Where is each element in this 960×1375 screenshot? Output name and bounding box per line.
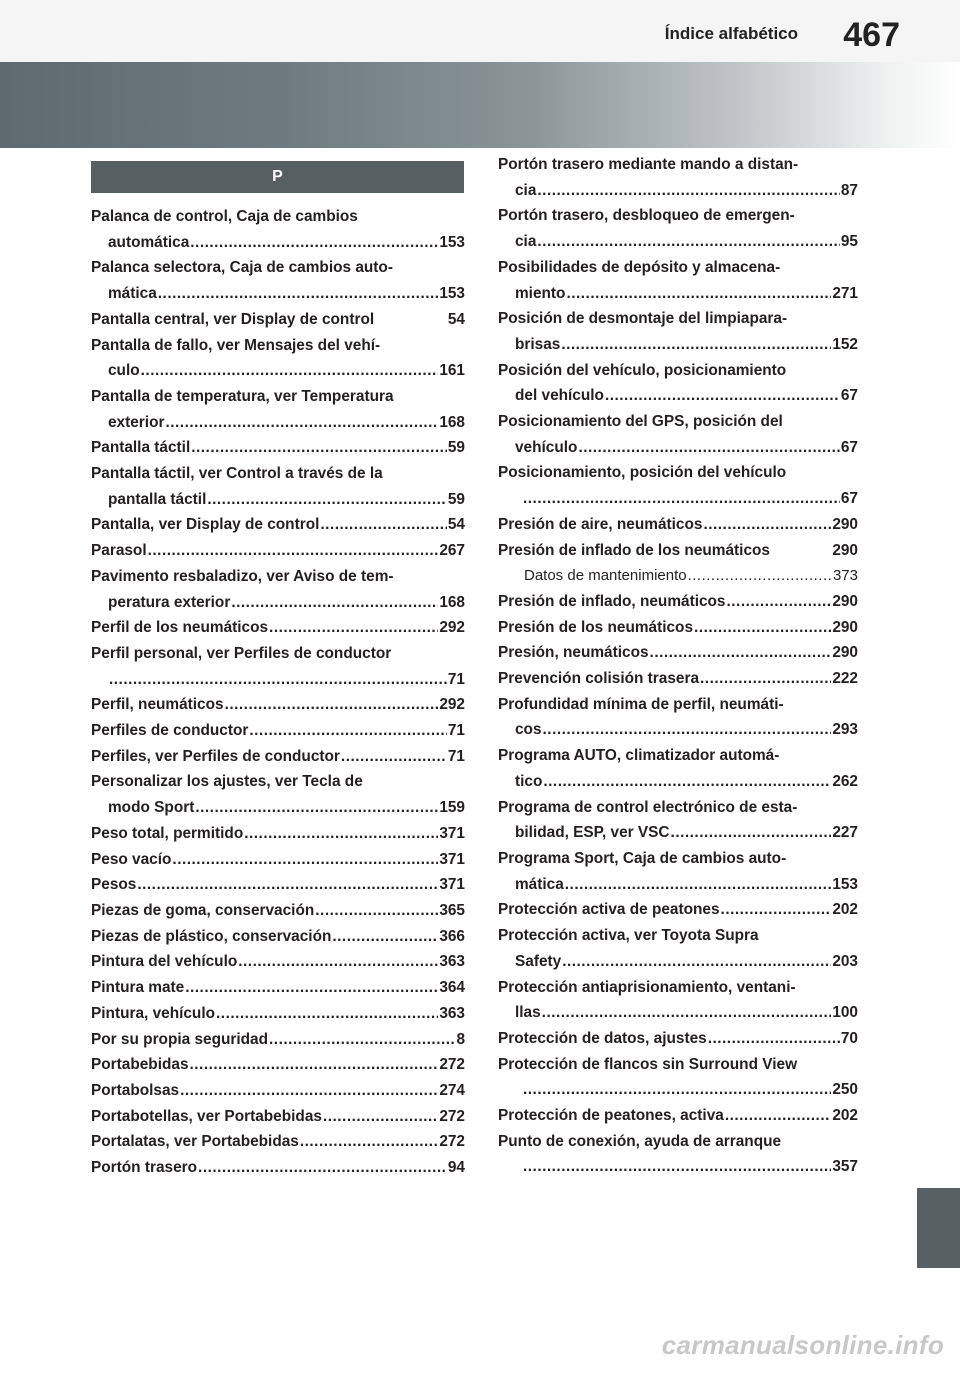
page-reference: 290 bbox=[832, 618, 858, 636]
dot-leader bbox=[542, 1000, 832, 1026]
dot-leader bbox=[249, 718, 447, 744]
index-entry bbox=[498, 795, 858, 846]
entry-text: bilidad, ESP, ver VSC bbox=[515, 824, 670, 842]
page-reference: 371 bbox=[439, 824, 465, 842]
page-reference: 272 bbox=[439, 1107, 465, 1125]
entry-text: Pantalla táctil bbox=[91, 439, 191, 457]
index-entry bbox=[91, 1104, 465, 1130]
entry-text: modo Sport bbox=[108, 799, 195, 817]
dot-leader bbox=[694, 615, 831, 641]
page-reference: 59 bbox=[447, 490, 465, 508]
entry-text: Perfil de los neumáticos bbox=[91, 619, 269, 637]
index-entry bbox=[91, 461, 465, 512]
page-reference: 290 bbox=[832, 541, 858, 559]
dot-leader bbox=[172, 847, 438, 873]
index-entry bbox=[91, 564, 465, 615]
entry-text: cia bbox=[515, 233, 537, 251]
page-reference: 250 bbox=[832, 1081, 858, 1099]
dot-leader bbox=[700, 666, 831, 692]
dot-leader bbox=[148, 538, 439, 564]
index-entry bbox=[91, 538, 465, 564]
dot-leader bbox=[537, 229, 839, 255]
index-entry bbox=[498, 692, 858, 743]
page-reference: 70 bbox=[840, 1029, 858, 1047]
dot-leader bbox=[207, 487, 447, 513]
header-banner bbox=[0, 62, 960, 148]
page-reference: 227 bbox=[832, 824, 858, 842]
index-entry bbox=[498, 358, 858, 409]
entry-text: Pantalla táctil, ver Control a través de la bbox=[91, 465, 383, 483]
index-entry bbox=[91, 1027, 465, 1053]
entry-text: tico bbox=[515, 772, 543, 790]
entry-text: Programa de control electrónico de esta- bbox=[498, 798, 798, 816]
entry-text: miento bbox=[515, 284, 566, 302]
page-reference: 153 bbox=[439, 233, 465, 251]
page-reference: 290 bbox=[832, 515, 858, 533]
index-entry bbox=[498, 1052, 858, 1103]
entry-text: Pintura del vehículo bbox=[91, 953, 238, 971]
dot-leader bbox=[650, 640, 832, 666]
entry-text: Portabolsas bbox=[91, 1081, 180, 1099]
entry-text: Portón trasero mediante mando a distan- bbox=[498, 156, 799, 173]
dot-leader bbox=[190, 1052, 439, 1078]
index-entry bbox=[498, 1103, 858, 1129]
entry-text: Presión de aire, neumáticos bbox=[498, 515, 703, 533]
dot-leader bbox=[185, 975, 438, 1001]
index-entry bbox=[91, 512, 465, 538]
page-reference: 202 bbox=[832, 901, 858, 919]
page-reference: 71 bbox=[447, 722, 465, 740]
index-entry bbox=[91, 924, 465, 950]
dot-leader bbox=[708, 1026, 840, 1052]
index-entry bbox=[498, 897, 858, 923]
page-reference: 100 bbox=[832, 1004, 858, 1022]
section-letter: P bbox=[272, 168, 283, 185]
page-reference: 71 bbox=[447, 747, 465, 765]
entry-text: Protección activa de peatones bbox=[498, 901, 720, 919]
entry-text: Por su propia seguridad bbox=[91, 1030, 269, 1048]
entry-text: Parasol bbox=[91, 542, 147, 560]
index-entry bbox=[498, 1129, 858, 1180]
entry-text: Palanca selectora, Caja de cambios auto- bbox=[91, 259, 393, 277]
entry-text: Portón trasero, desbloqueo de emergen- bbox=[498, 207, 795, 225]
dot-leader bbox=[537, 178, 839, 204]
index-entry bbox=[91, 307, 465, 333]
page-reference: 87 bbox=[840, 181, 858, 199]
page-reference: 290 bbox=[832, 592, 858, 610]
page-reference: 95 bbox=[840, 233, 858, 251]
entry-text: Piezas de goma, conservación bbox=[91, 901, 315, 919]
index-entry bbox=[91, 975, 465, 1001]
section-heading-bar bbox=[91, 161, 464, 193]
dot-leader bbox=[565, 872, 832, 898]
dot-leader bbox=[216, 1001, 438, 1027]
dot-leader bbox=[605, 383, 840, 409]
entry-text: Presión de inflado, neumáticos bbox=[498, 592, 726, 610]
entry-text: Pavimento resbaladizo, ver Aviso de tem- bbox=[91, 567, 394, 585]
dot-leader bbox=[158, 281, 439, 307]
page-reference: 274 bbox=[439, 1081, 465, 1099]
entry-text: Portabebidas bbox=[91, 1056, 189, 1074]
index-entry bbox=[498, 538, 858, 564]
entry-text: mática bbox=[108, 285, 157, 303]
page-reference: 153 bbox=[439, 285, 465, 303]
index-subentry bbox=[498, 563, 858, 589]
page-reference: 262 bbox=[832, 772, 858, 790]
page-reference: 357 bbox=[832, 1158, 858, 1176]
entry-text: Posicionamiento del GPS, posición del bbox=[498, 413, 783, 431]
index-entry bbox=[91, 1001, 465, 1027]
dot-leader bbox=[523, 1077, 831, 1103]
page-reference: 67 bbox=[840, 438, 858, 456]
entry-text: Perfil, neumáticos bbox=[91, 696, 224, 714]
page-reference: 371 bbox=[439, 876, 465, 894]
dot-leader bbox=[562, 949, 831, 975]
watermark: carmanualsonline.info bbox=[661, 1330, 944, 1360]
thumb-index-tab bbox=[917, 1188, 960, 1268]
page-reference: 290 bbox=[832, 644, 858, 662]
index-entry bbox=[91, 204, 465, 255]
index-entry bbox=[91, 1129, 465, 1155]
entry-text: Programa Sport, Caja de cambios auto- bbox=[498, 849, 787, 867]
index-entry bbox=[498, 846, 858, 897]
page-reference: 152 bbox=[832, 335, 858, 353]
index-column-right bbox=[498, 152, 858, 1180]
dot-leader bbox=[332, 924, 438, 950]
index-entry bbox=[91, 692, 465, 718]
page-reference: 161 bbox=[439, 362, 465, 380]
page-reference: 272 bbox=[439, 1133, 465, 1151]
page-reference: 202 bbox=[832, 1107, 858, 1125]
index-entry bbox=[498, 152, 858, 203]
index-entry bbox=[91, 641, 465, 692]
page-reference: 371 bbox=[439, 850, 465, 868]
page-reference: 222 bbox=[832, 670, 858, 688]
entry-text: Perfiles, ver Perfiles de conductor bbox=[91, 747, 340, 765]
dot-leader bbox=[109, 667, 447, 693]
page-reference: 71 bbox=[447, 670, 465, 688]
index-entry bbox=[498, 1026, 858, 1052]
dot-leader bbox=[725, 1103, 832, 1129]
entry-text: peratura exterior bbox=[108, 593, 231, 611]
dot-leader bbox=[578, 435, 839, 461]
index-entry bbox=[498, 306, 858, 357]
entry-text: Perfil personal, ver Perfiles de conductor bbox=[91, 644, 392, 662]
page-reference: 364 bbox=[439, 979, 465, 997]
index-entry bbox=[91, 435, 465, 461]
dot-leader bbox=[137, 872, 438, 898]
dot-leader bbox=[721, 897, 832, 923]
index-entry bbox=[498, 975, 858, 1026]
dot-leader bbox=[269, 1027, 455, 1053]
index-entry bbox=[91, 718, 465, 744]
dot-leader bbox=[561, 332, 831, 358]
entry-text: Palanca de control, Caja de cambios bbox=[91, 208, 358, 225]
dot-leader bbox=[703, 512, 831, 538]
page-reference: 168 bbox=[439, 593, 465, 611]
entry-text: Posicionamiento, posición del vehículo bbox=[498, 464, 787, 482]
page-reference: 373 bbox=[832, 567, 858, 585]
entry-text: Protección de flancos sin Surround View bbox=[498, 1055, 798, 1073]
entry-text: del vehículo bbox=[515, 387, 604, 405]
entry-text: Portón trasero bbox=[91, 1159, 198, 1177]
dot-leader bbox=[566, 281, 831, 307]
entry-text: Pantalla central, ver Display de control bbox=[91, 310, 375, 328]
index-entry bbox=[91, 1155, 465, 1181]
page-reference: 271 bbox=[832, 284, 858, 302]
dot-leader bbox=[238, 949, 438, 975]
entry-text: mática bbox=[515, 875, 564, 893]
running-title: Índice alfabético bbox=[664, 24, 798, 43]
index-entry bbox=[498, 460, 858, 511]
entry-text: Profundidad mínima de perfil, neumáti- bbox=[498, 695, 784, 713]
index-entry bbox=[498, 409, 858, 460]
index-entry bbox=[498, 615, 858, 641]
page-reference: 203 bbox=[832, 952, 858, 970]
index-entry bbox=[91, 333, 465, 384]
page-reference: 293 bbox=[832, 721, 858, 739]
page-reference: 67 bbox=[840, 387, 858, 405]
entry-text: Protección de datos, ajustes bbox=[498, 1029, 707, 1047]
entry-text: Perfiles de conductor bbox=[91, 722, 249, 740]
entry-text: culo bbox=[108, 362, 140, 380]
index-entry bbox=[498, 666, 858, 692]
entry-text: brisas bbox=[515, 335, 561, 353]
dot-leader bbox=[671, 820, 832, 846]
index-entry bbox=[91, 1052, 465, 1078]
index-entry bbox=[91, 821, 465, 847]
index-entry bbox=[91, 384, 465, 435]
dot-leader bbox=[300, 1129, 438, 1155]
entry-text: Programa AUTO, climatizador automá- bbox=[498, 747, 780, 765]
entry-text: pantalla táctil bbox=[108, 490, 207, 508]
dot-leader bbox=[323, 1104, 438, 1130]
dot-leader bbox=[543, 769, 831, 795]
page-reference: 292 bbox=[439, 619, 465, 637]
entry-text: Posición del vehículo, posicionamiento bbox=[498, 361, 787, 379]
page-reference: 292 bbox=[439, 696, 465, 714]
dot-leader bbox=[180, 1078, 438, 1104]
entry-text: Protección de peatones, activa bbox=[498, 1107, 724, 1125]
dot-leader bbox=[225, 692, 439, 718]
page-reference: 94 bbox=[447, 1159, 465, 1177]
dot-leader bbox=[269, 615, 438, 641]
entry-text: Datos de mantenimiento bbox=[524, 567, 687, 585]
page-reference: 8 bbox=[456, 1030, 465, 1048]
entry-text: Posibilidades de depósito y almacena- bbox=[498, 258, 781, 276]
dot-leader bbox=[727, 589, 832, 615]
entry-text: Punto de conexión, ayuda de arranque bbox=[498, 1132, 782, 1150]
dot-leader bbox=[315, 898, 438, 924]
page-reference: 159 bbox=[439, 799, 465, 817]
entry-text: Peso vacío bbox=[91, 850, 172, 868]
entry-text: Presión, neumáticos bbox=[498, 644, 649, 662]
index-entry bbox=[498, 203, 858, 254]
entry-text: Presión de los neumáticos bbox=[498, 618, 694, 636]
index-column-left bbox=[91, 204, 465, 1181]
index-entry bbox=[498, 255, 858, 306]
entry-text: Prevención colisión trasera bbox=[498, 670, 700, 688]
index-entry bbox=[498, 640, 858, 666]
page-number: 467 bbox=[843, 16, 900, 54]
entry-text: Safety bbox=[515, 952, 562, 970]
entry-text: exterior bbox=[108, 413, 165, 431]
entry-text: Pintura mate bbox=[91, 979, 185, 997]
index-entry bbox=[91, 898, 465, 924]
page-reference: 363 bbox=[439, 953, 465, 971]
dot-leader bbox=[141, 358, 439, 384]
index-entry bbox=[498, 743, 858, 794]
dot-leader bbox=[231, 590, 438, 616]
entry-text: Protección activa, ver Toyota Supra bbox=[498, 927, 759, 945]
entry-text: Pantalla, ver Display de control bbox=[91, 516, 320, 534]
index-entry bbox=[91, 872, 465, 898]
dot-leader bbox=[341, 744, 447, 770]
dot-leader bbox=[191, 435, 447, 461]
entry-text: Piezas de plástico, conservación bbox=[91, 927, 332, 945]
entry-text: Pantalla de fallo, ver Mensajes del vehí- bbox=[91, 336, 381, 354]
page-reference: 267 bbox=[439, 542, 465, 560]
entry-text: Presión de inflado de los neumáticos bbox=[498, 541, 770, 559]
dot-leader bbox=[523, 1154, 831, 1180]
dot-leader bbox=[244, 821, 438, 847]
index-entry bbox=[91, 847, 465, 873]
index-entry bbox=[498, 923, 858, 974]
entry-text: Protección antiaprisionamiento, ventani- bbox=[498, 978, 796, 996]
dot-leader bbox=[198, 1155, 447, 1181]
entry-text: vehículo bbox=[515, 438, 578, 456]
index-entry bbox=[498, 512, 858, 538]
page-reference: 363 bbox=[439, 1004, 465, 1022]
entry-text: Pintura, vehículo bbox=[91, 1004, 216, 1022]
entry-text: Peso total, permitido bbox=[91, 824, 244, 842]
page-reference: 59 bbox=[447, 439, 465, 457]
page-reference: 54 bbox=[447, 516, 465, 534]
page-reference: 168 bbox=[439, 413, 465, 431]
index-entry bbox=[91, 949, 465, 975]
entry-text: Posición de desmontaje del limpiapara- bbox=[498, 310, 788, 328]
index-entry bbox=[91, 1078, 465, 1104]
page-reference: 272 bbox=[439, 1056, 465, 1074]
entry-text: Pesos bbox=[91, 876, 137, 894]
dot-leader bbox=[320, 512, 447, 538]
entry-text: Pantalla de temperatura, ver Temperatura bbox=[91, 387, 394, 405]
entry-text: cia bbox=[515, 181, 537, 199]
dot-leader bbox=[195, 795, 438, 821]
entry-text: automática bbox=[108, 233, 190, 251]
entry-text: Portalatas, ver Portabebidas bbox=[91, 1133, 299, 1151]
dot-leader bbox=[165, 410, 438, 436]
dot-leader bbox=[523, 486, 840, 512]
entry-text: Portabotellas, ver Portabebidas bbox=[91, 1107, 322, 1125]
dot-leader bbox=[688, 563, 832, 589]
index-entry bbox=[91, 744, 465, 770]
dot-leader bbox=[543, 717, 832, 743]
index-entry bbox=[91, 615, 465, 641]
entry-text: llas bbox=[515, 1004, 541, 1022]
page-header bbox=[0, 0, 960, 62]
page-reference: 365 bbox=[439, 901, 465, 919]
entry-text: Personalizar los ajustes, ver Tecla de bbox=[91, 773, 363, 791]
entry-text: cos bbox=[515, 721, 542, 739]
index-entry bbox=[91, 255, 465, 306]
dot-leader bbox=[190, 230, 438, 256]
page-reference: 67 bbox=[840, 490, 858, 508]
index-entry bbox=[91, 769, 465, 820]
index-entry bbox=[498, 589, 858, 615]
page-reference: 366 bbox=[439, 927, 465, 945]
page-reference: 54 bbox=[447, 310, 465, 328]
page-reference: 153 bbox=[832, 875, 858, 893]
